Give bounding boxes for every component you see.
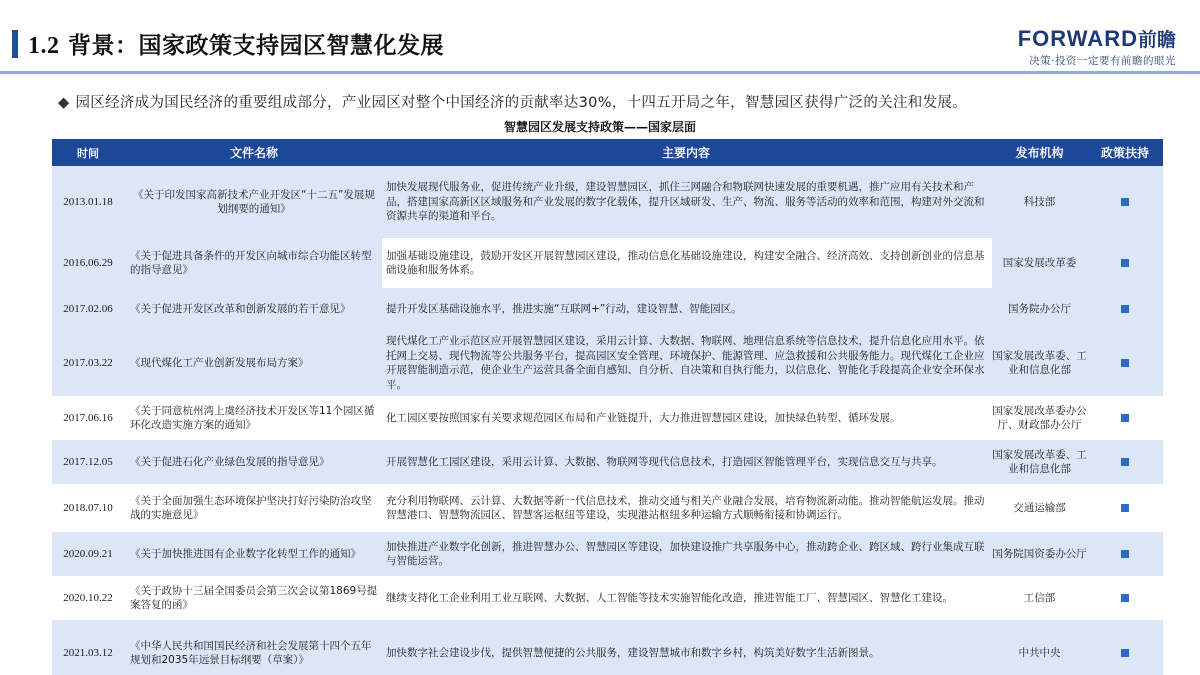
row-support — [1087, 594, 1163, 602]
col-header-support: 政策扶持 — [1100, 146, 1149, 160]
row-support — [1087, 259, 1163, 267]
table-header — [52, 139, 1163, 166]
support-marker-icon — [1121, 458, 1129, 466]
row-date: 2017.12.05 — [63, 455, 113, 468]
row-content: 开展智慧化工园区建设，采用云计算、大数据、物联网等现代信息技术，打造园区智能管理平台，实现信息交互与共享。 — [386, 455, 943, 468]
row-name: 《中华人民共和国国民经济和社会发展第十四个五年规划和2035年远景目标纲要（草案）》 — [130, 639, 372, 666]
row-name: 《关于促进开发区改革和创新发展的若干意见》 — [130, 302, 351, 315]
row-name: 《关于同意杭州湾上虞经济技术开发区等11个园区循环化改造实施方案的通知》 — [130, 404, 375, 431]
support-marker-icon — [1121, 594, 1129, 602]
support-marker-icon — [1121, 649, 1129, 657]
row-org: 工信部 — [1023, 591, 1056, 604]
table-row — [52, 440, 1163, 484]
row-content: 加快数字社会建设步伐，提供智慧便捷的公共服务，建设智慧城市和数字乡村，构筑美好数字生活新图景。 — [386, 646, 880, 659]
row-name: 《关于促进具备条件的开发区向城市综合功能区转型的指导意见》 — [130, 249, 372, 276]
row-org: 中共中央 — [1018, 646, 1061, 659]
row-org: 科技部 — [1023, 195, 1056, 208]
row-support — [1087, 198, 1163, 206]
support-marker-icon — [1121, 504, 1129, 512]
table-row — [52, 166, 1163, 238]
row-org: 国家发展改革委 — [1002, 256, 1077, 269]
row-org: 国务院办公厅 — [1008, 302, 1071, 315]
row-org: 国家发展改革委、工业和信息化部 — [992, 349, 1087, 376]
row-name: 《关于加快推进国有企业数字化转型工作的通知》 — [130, 547, 361, 560]
title-accent-bar — [12, 30, 18, 58]
support-marker-icon — [1121, 359, 1129, 367]
row-name: 《关于全面加强生态环境保护坚决打好污染防治攻坚战的实施意见》 — [130, 494, 372, 521]
row-date: 2020.10.22 — [63, 591, 113, 604]
row-content: 充分利用物联网、云计算、大数据等新一代信息技术，推动交通与相关产业融合发展，培育物流新动能。推动智能航运发展。推动智慧港口、智慧物流园区、智慧客运枢纽等建设，实现港站枢纽多种运输方式顺畅衔接和协调运行。 — [386, 494, 985, 521]
row-support — [1087, 649, 1163, 657]
summary-line — [58, 91, 967, 112]
col-header-content: 主要内容 — [661, 146, 710, 160]
support-marker-icon — [1121, 259, 1129, 267]
row-content: 加快推进产业数字化创新，推进智慧办公、智慧园区等建设，加快建设推广共享服务中心，推动跨企业、跨区域、跨行业集成互联与智能运营。 — [386, 540, 985, 567]
page-header — [0, 0, 1200, 72]
table-row — [52, 484, 1163, 532]
support-marker-icon — [1121, 198, 1129, 206]
logo-tagline: 决策·投资一定要有前瞻的眼光 — [1029, 55, 1176, 67]
row-content — [382, 238, 992, 288]
row-name: 《关于政协十三届全国委员会第三次会议第1869号提案答复的函》 — [130, 584, 378, 611]
section-number: 1.2 — [28, 33, 60, 59]
row-content: 现代煤化工产业示范区应开展智慧园区建设，采用云计算、大数据、物联网、地理信息系统等信息技术，提升信息化应用水平。依托网上交易、现代物流等公共服务平台，提高园区安全管理、环境保护、能源管理、应急救援和公共服务能力。现代煤化工企业应开展智能制造示范，使企业生产运营具备全面自感知、自分析、自决策和自执行能力，以信息化、智能化手段提高企业安全环保水平。 — [386, 335, 985, 391]
table-caption: 智慧园区发展支持政策——国家层面 — [503, 120, 696, 134]
row-support — [1087, 458, 1163, 466]
row-date: 2017.03.22 — [63, 356, 113, 369]
support-marker-icon — [1121, 305, 1129, 313]
row-date: 2017.02.06 — [63, 302, 113, 315]
row-org: 交通运输部 — [1013, 501, 1066, 514]
row-date: 2013.01.18 — [63, 195, 113, 208]
col-header-org: 发布机构 — [1015, 146, 1064, 160]
row-content: 化工园区要按照国家有关要求规范园区布局和产业链提升，大力推进智慧园区建设，加快绿色转型、循环发展。 — [386, 411, 901, 424]
table-row — [52, 238, 1163, 288]
logo-wordmark: FORWARD — [1017, 26, 1138, 51]
summary-text: 园区经济成为国民经济的重要组成部分，产业园区对整个中国经济的贡献率达30%，十四五开局之年，智慧园区获得广泛的关注和发展。 — [75, 95, 967, 111]
row-name: 《关于促进石化产业绿色发展的指导意见》 — [130, 455, 330, 468]
support-marker-icon — [1121, 550, 1129, 558]
row-content: 继续支持化工企业利用工业互联网、大数据、人工智能等技术实施智能化改造，推进智能工厂、智慧园区、智慧化工建设。 — [386, 591, 953, 604]
row-org: 国家发展改革委、工业和信息化部 — [992, 448, 1087, 475]
support-marker-icon — [1121, 414, 1129, 422]
table-row — [52, 576, 1163, 620]
row-date: 2021.03.12 — [63, 646, 113, 659]
table-row — [52, 396, 1163, 440]
table-row — [52, 620, 1163, 675]
title-text: 背景：国家政策支持园区智慧化发展 — [68, 33, 445, 59]
policy-table — [52, 139, 1163, 675]
row-date: 2017.06.16 — [63, 411, 113, 424]
row-support — [1087, 359, 1163, 367]
row-date: 2020.09.21 — [63, 547, 113, 560]
col-header-date: 时间 — [77, 147, 99, 160]
row-support — [1087, 504, 1163, 512]
table-row — [52, 288, 1163, 330]
row-content: 加快发展现代服务业，促进传统产业升级，建设智慧园区，抓住三网融合和物联网快速发展的重要机遇，推广应用有关技术和产品，搭建国家高新区区域服务和产业发展的数字化载体，提升区域研发、生产、物流、服务等活动的效率和范围，构建对外交流和资源共享的渠道和平台。 — [386, 181, 985, 223]
row-content-text: 加强基础设施建设，鼓励开发区开展智慧园区建设，推动信息化基础设施建设，构建安全融合、经济高效、支持创新创业的信息基础设施和服务体系。 — [386, 249, 985, 276]
col-header-name: 文件名称 — [229, 146, 278, 160]
table-row — [52, 330, 1163, 396]
row-support — [1087, 305, 1163, 313]
row-content: 提升开发区基础设施水平，推进实施“互联网+”行动，建设智慧、智能园区。 — [386, 302, 742, 315]
table-row — [52, 532, 1163, 576]
logo-cn: 前瞻 — [1137, 29, 1176, 51]
header-divider — [0, 71, 1200, 74]
row-support — [1087, 414, 1163, 422]
row-org: 国务院国资委办公厅 — [992, 547, 1087, 560]
page-title — [28, 27, 444, 60]
row-name: 《关于印发国家高新技术产业开发区“十二五”发展规划纲要的通知》 — [133, 188, 375, 215]
row-support — [1087, 550, 1163, 558]
row-date: 2016.06.29 — [63, 256, 113, 269]
diamond-icon: ◆ — [58, 95, 70, 111]
forward-logo — [1018, 28, 1176, 68]
row-date: 2018.07.10 — [63, 501, 113, 514]
row-org: 国家发展改革委办公厅、财政部办公厅 — [992, 404, 1087, 431]
row-name: 《现代煤化工产业创新发展布局方案》 — [130, 356, 309, 369]
